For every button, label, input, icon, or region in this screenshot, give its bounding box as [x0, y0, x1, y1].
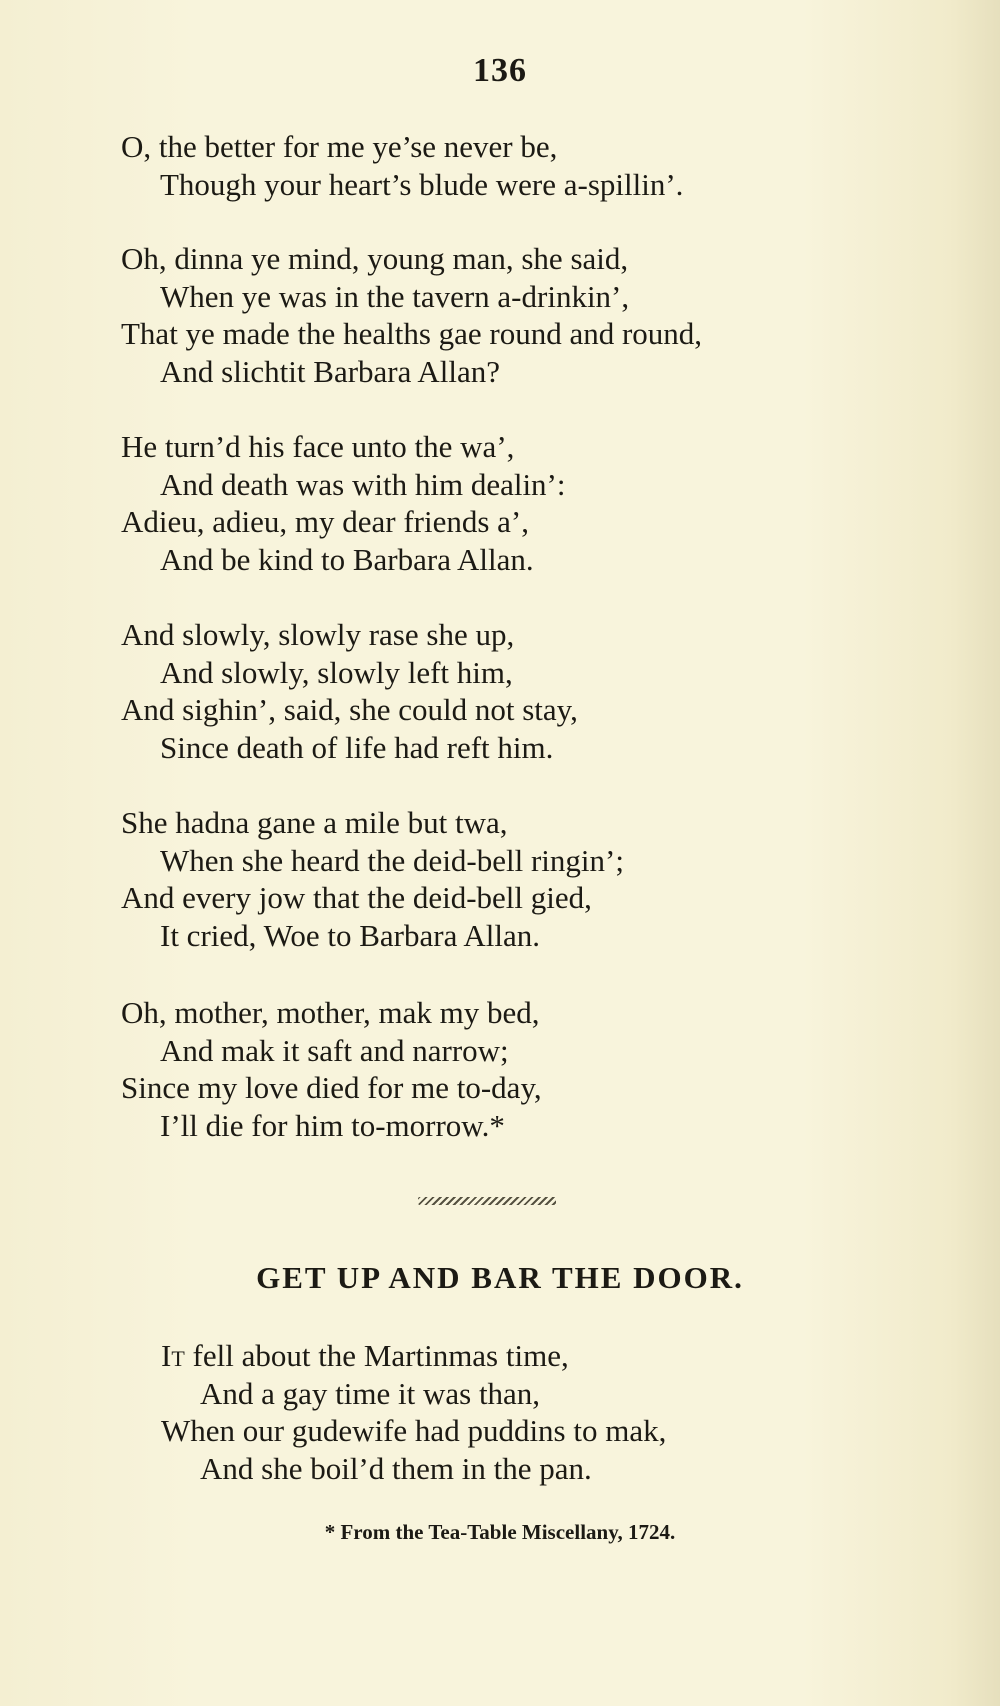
verse-line: When she heard the deid-bell ringin’; [160, 842, 624, 878]
verse-line: That ye made the healths gae round and round, [121, 316, 703, 351]
stanza [121, 616, 578, 766]
verse-line: And slichtit Barbara Allan? [160, 353, 501, 389]
verse-line: And sighin’, said, she could not stay, [121, 692, 578, 727]
page-number: 136 [473, 52, 527, 89]
verse-line: And be kind to Barbara Allan. [160, 541, 534, 577]
verse-line: Adieu, adieu, my dear friends a’, [121, 504, 530, 539]
verse-line: And mak it saft and narrow; [160, 1032, 509, 1068]
verse-line: And slowly, slowly rase she up, [121, 617, 515, 652]
verse-line: Since my love died for me to-day, [121, 1070, 542, 1105]
section-divider-ornament [418, 1197, 556, 1205]
verse-line: Oh, mother, mother, mak my bed, [121, 995, 540, 1030]
verse-line: When ye was in the tavern a-drinkin’, [160, 278, 630, 314]
verse-line: I’ll die for him to-morrow.* [160, 1107, 505, 1143]
verse-line: And she boil’d them in the pan. [200, 1450, 592, 1486]
verse-line: He turn’d his face unto the wa’, [121, 429, 515, 464]
verse-line: O, the better for me ye’se never be, [121, 129, 558, 164]
verse-line: Though your heart’s blude were a-spillin’. [160, 166, 684, 202]
verse-line: When our gudewife had puddins to mak, [161, 1413, 667, 1448]
verse-line: And a gay time it was than, [200, 1375, 541, 1411]
stanza [161, 1337, 666, 1487]
verse-line: And every jow that the deid-bell gied, [121, 880, 592, 915]
verse-line: Since death of life had reft him. [160, 729, 554, 765]
verse-line: Oh, dinna ye mind, young man, she said, [121, 241, 629, 276]
ballad-title: GET UP AND BAR THE DOOR. [256, 1260, 744, 1295]
verse-line [161, 1337, 666, 1375]
stanza [121, 240, 702, 390]
stanza [121, 804, 624, 954]
footnote: * From the Tea-Table Miscellany, 1724. [324, 1520, 676, 1544]
verse-line: And slowly, slowly left him, [160, 654, 513, 690]
stanza [121, 128, 683, 203]
stanza [121, 994, 542, 1144]
verse-line: She hadna gane a mile but twa, [121, 805, 508, 840]
verse-line: It cried, Woe to Barbara Allan. [160, 917, 540, 953]
stanza [121, 428, 566, 578]
verse-line: And death was with him dealin’: [160, 466, 566, 502]
verse-line-text: fell about the Martinmas time, [184, 1338, 569, 1373]
drop-word: It [161, 1338, 185, 1373]
